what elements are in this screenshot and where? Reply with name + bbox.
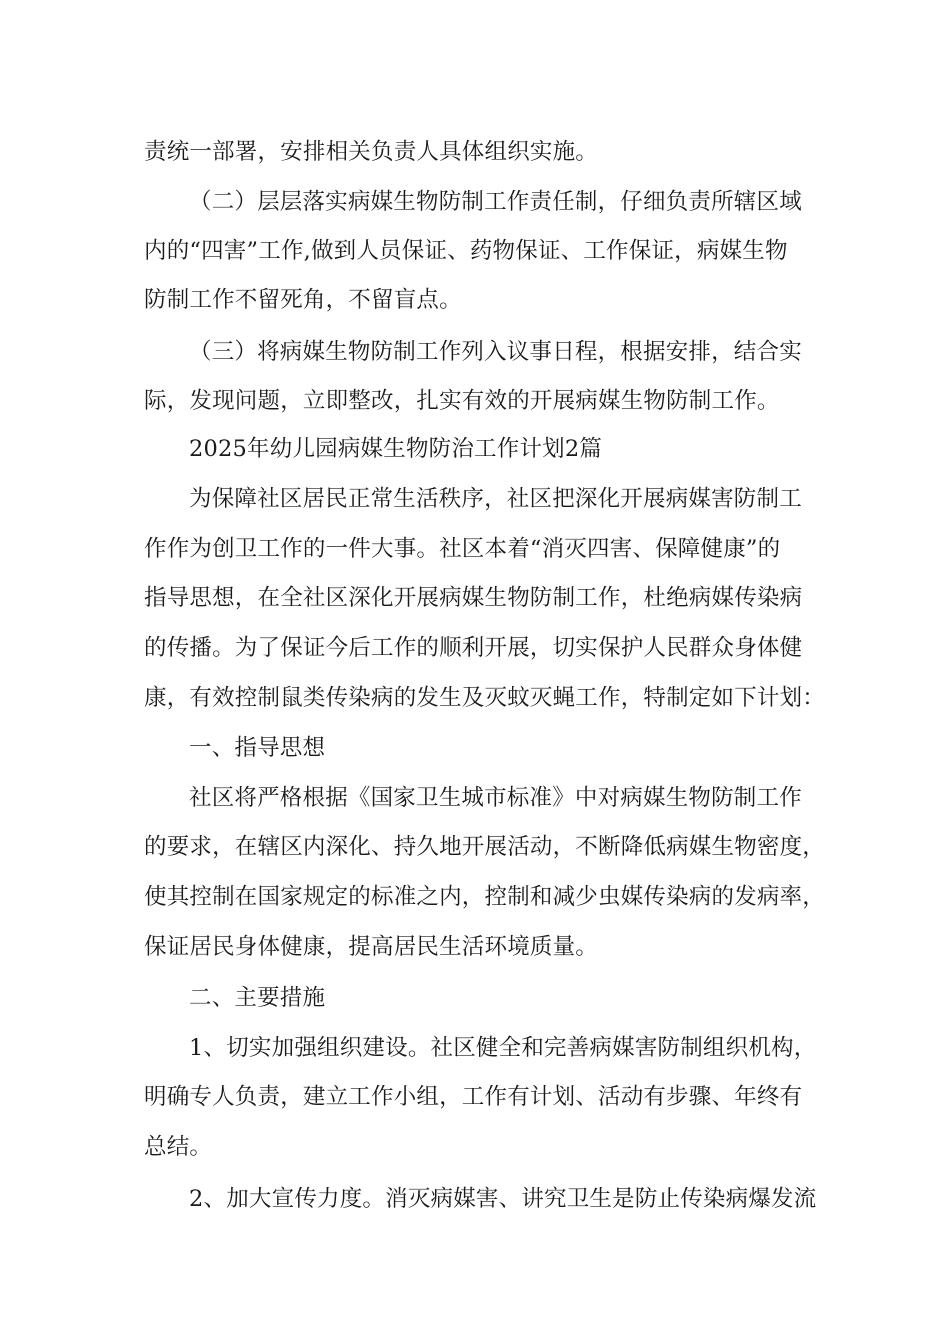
text-line: 防制工作不留死角，不留盲点。 [144, 287, 462, 313]
text-line: 为保障社区居民正常生活秩序，社区把深化开展病媒害防制工 [189, 486, 802, 512]
text-line: 指导思想，在全社区深化开展病媒生物防制工作，杜绝病媒传染病 [144, 585, 803, 611]
section-heading: 2025年幼儿园病媒生物防治工作计划2篇 [189, 436, 603, 462]
text-line: 责统一部署，安排相关负责人具体组织实施。 [144, 139, 599, 165]
section-heading: 二、主要措施 [189, 985, 326, 1011]
text-line: 的传播。为了保证今后工作的顺利开展，切实保护人民群众身体健 [144, 635, 803, 661]
text-line: 总结。 [144, 1134, 213, 1160]
text-line: 1、切实加强组织建设。社区健全和完善病媒害防制组织机构， [189, 1035, 817, 1061]
text-line: 使其控制在国家规定的标准之内，控制和减少虫媒传染病的发病率， [144, 884, 826, 910]
text-line: 保证居民身体健康，提高居民生活环境质量。 [144, 934, 599, 960]
text-line: 际，发现问题，立即整改，扎实有效的开展病媒生物防制工作。 [144, 388, 780, 414]
text-line: 2、加大宣传力度。消灭病媒害、讲究卫生是防止传染病爆发流 [189, 1186, 817, 1212]
text-line: 的要求，在辖区内深化、持久地开展活动，不断降低病媒生物密度， [144, 834, 826, 860]
text-line: （三）将病媒生物防制工作列入议事日程，根据安排，结合实 [189, 339, 802, 365]
text-line: 作作为创卫工作的一件大事。社区本着“消灭四害、保障健康”的 [144, 536, 781, 562]
section-heading: 一、指导思想 [189, 735, 326, 761]
text-line: （二）层层落实病媒生物防制工作责任制，仔细负责所辖区域 [189, 189, 802, 215]
text-line: 社区将严格根据《国家卫生城市标准》中对病媒生物防制工作 [189, 785, 802, 811]
text-line: 明确专人负责，建立工作小组，工作有计划、活动有步骤、年终有 [144, 1084, 803, 1110]
text-line: 内的“四害”工作,做到人员保证、药物保证、工作保证，病媒生物 [144, 238, 788, 264]
text-line: 康，有效控制鼠类传染病的发生及灭蚊灭蝇工作，特制定如下计划： [144, 685, 826, 711]
